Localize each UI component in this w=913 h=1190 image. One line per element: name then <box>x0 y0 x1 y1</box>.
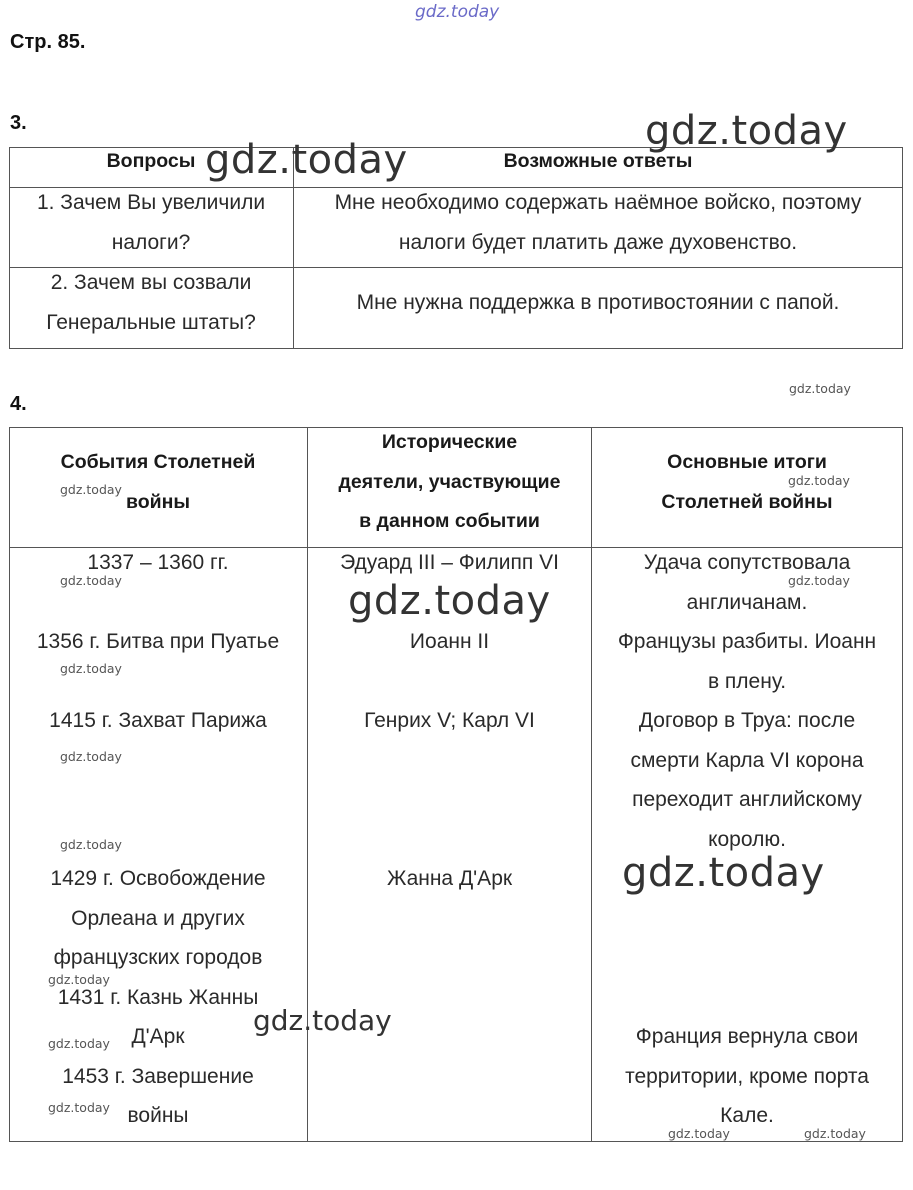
questions-header: Вопросы <box>106 150 196 172</box>
watermark: gdz.today <box>48 1036 110 1051</box>
watermark: gdz.today <box>645 108 848 154</box>
watermark-top: gdz.today <box>415 2 500 22</box>
event-line: 1429 г. Освобождение <box>50 867 266 890</box>
watermark: gdz.today <box>48 1100 110 1115</box>
event-line: Орлеана и других <box>71 906 245 930</box>
figure-line: Эдуард III – Филипп VI <box>340 551 559 574</box>
figures-header: Исторические деятели, участвующие в данном событии <box>338 431 561 532</box>
result-line: Французы разбиты. Иоанн <box>617 630 877 653</box>
question-2: 2. Зачем вы созвали Генеральные штаты? <box>46 271 256 334</box>
question-1: 1. Зачем Вы увеличили налоги? <box>36 191 266 254</box>
watermark: gdz.today <box>788 473 850 488</box>
result-line: Удача сопутствовала <box>643 551 851 574</box>
result-line: переходит английскому <box>632 788 862 811</box>
watermark: gdz.today <box>348 578 551 624</box>
result-line: Договор в Труа: после <box>638 709 856 732</box>
result-line: англичанам. <box>686 590 808 614</box>
event-line: 1453 г. Завершение <box>62 1064 254 1088</box>
result-line: территории, кроме порта <box>625 1064 869 1088</box>
watermark: gdz.today <box>253 1004 392 1037</box>
watermark: gdz.today <box>48 972 110 987</box>
answer-2: Мне нужна поддержка в противостоянии с папой. <box>356 291 840 314</box>
event-line: 1415 г. Захват Парижа <box>49 709 267 732</box>
page-label: Стр. 85. <box>10 31 86 53</box>
event-line: 1337 – 1360 гг. <box>87 551 229 574</box>
result-line: смерти Карла VI корона <box>630 748 864 772</box>
watermark: gdz.today <box>205 137 408 183</box>
watermark: gdz.today <box>60 837 122 852</box>
watermark: gdz.today <box>60 573 122 588</box>
watermark: gdz.today <box>60 661 122 676</box>
watermark: gdz.today <box>60 749 122 764</box>
result-line: королю. <box>708 827 786 851</box>
result-line: Кале. <box>720 1104 774 1127</box>
figure-line: Генрих V; Карл VI <box>364 709 535 732</box>
results-header: Основные итоги Столетней войны <box>661 451 833 513</box>
watermark: gdz.today <box>804 1126 866 1141</box>
watermark: gdz.today <box>60 482 122 497</box>
watermark: gdz.today <box>668 1126 730 1141</box>
answers-header: Возможные ответы <box>503 150 693 172</box>
figure-line: Жанна Д'Арк <box>386 867 513 890</box>
result-line: в плену. <box>707 669 787 693</box>
event-line: 1356 г. Битва при Пуатье <box>36 630 280 653</box>
watermark: gdz.today <box>788 573 850 588</box>
results-column <box>592 543 902 1136</box>
event-line: французских городов <box>53 946 263 969</box>
figure-line: Иоанн II <box>409 630 490 653</box>
section-3-number: 3. <box>10 112 27 134</box>
answer-1: Мне необходимо содержать наёмное войско, поэтому налоги будет платить даже духовенство. <box>334 191 862 254</box>
event-line: войны <box>127 1104 189 1127</box>
result-line: Франция вернула свои <box>635 1025 859 1048</box>
section-4-number: 4. <box>10 393 27 415</box>
event-line: 1431 г. Казнь Жанны <box>57 985 259 1009</box>
events-header: События Столетней войны <box>60 451 256 513</box>
watermark: gdz.today <box>622 850 825 896</box>
watermark: gdz.today <box>789 381 851 396</box>
event-line: Д'Арк <box>131 1025 185 1048</box>
